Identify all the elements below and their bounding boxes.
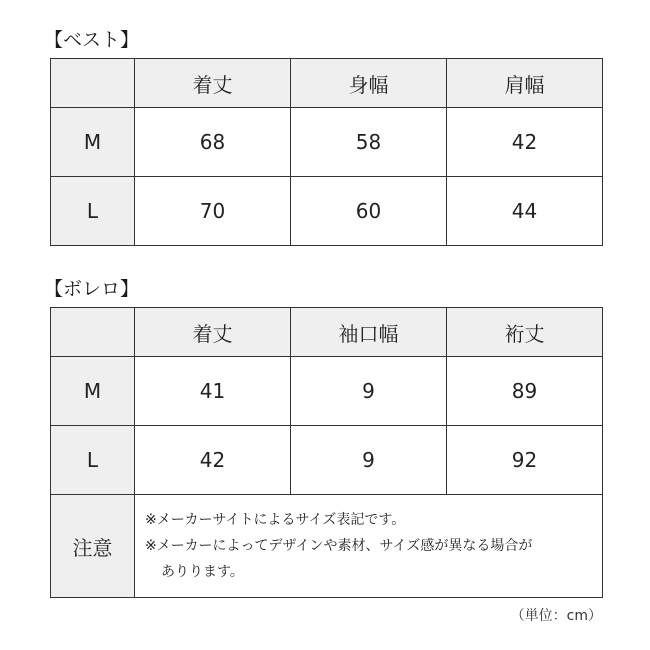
vest-header-width: 身幅 — [291, 59, 447, 108]
size-label: L — [51, 426, 135, 495]
table-row — [51, 177, 603, 246]
vest-size-table — [50, 58, 603, 246]
size-label: M — [51, 108, 135, 177]
notes-cell — [135, 495, 603, 598]
table-cell: 92 — [447, 426, 603, 495]
bolero-section-title: 【ボレロ】 — [44, 278, 140, 300]
table-row — [51, 426, 603, 495]
bolero-size-table — [50, 307, 603, 598]
bolero-header-row — [51, 308, 603, 357]
note-line: ありります。 — [161, 564, 244, 580]
vest-header-length: 着丈 — [135, 59, 291, 108]
table-cell: 58 — [291, 108, 447, 177]
size-label: L — [51, 177, 135, 246]
notes-row — [51, 495, 603, 598]
vest-section-title: 【ベスト】 — [44, 29, 140, 51]
vest-header-shoulder: 肩幅 — [447, 59, 603, 108]
table-cell: 9 — [291, 357, 447, 426]
table-cell: 70 — [135, 177, 291, 246]
table-cell: 68 — [135, 108, 291, 177]
bolero-header-cuff: 袖口幅 — [291, 308, 447, 357]
bolero-header-corner — [51, 308, 135, 357]
table-cell: 42 — [447, 108, 603, 177]
table-cell: 89 — [447, 357, 603, 426]
table-cell: 41 — [135, 357, 291, 426]
table-cell: 42 — [135, 426, 291, 495]
size-label: M — [51, 357, 135, 426]
vest-header-corner — [51, 59, 135, 108]
unit-label: （単位：cm） — [510, 608, 602, 624]
notes-label: 注意 — [51, 495, 135, 598]
table-cell: 9 — [291, 426, 447, 495]
note-line: ※メーカーサイトによるサイズ表記です。 — [145, 512, 406, 528]
note-line: ※メーカーによってデザインや素材、サイズ感が異なる場合が — [145, 538, 533, 554]
table-row — [51, 108, 603, 177]
table-cell: 44 — [447, 177, 603, 246]
table-cell: 60 — [291, 177, 447, 246]
bolero-header-length: 着丈 — [135, 308, 291, 357]
bolero-header-sleeve: 裄丈 — [447, 308, 603, 357]
table-row — [51, 357, 603, 426]
vest-header-row — [51, 59, 603, 108]
